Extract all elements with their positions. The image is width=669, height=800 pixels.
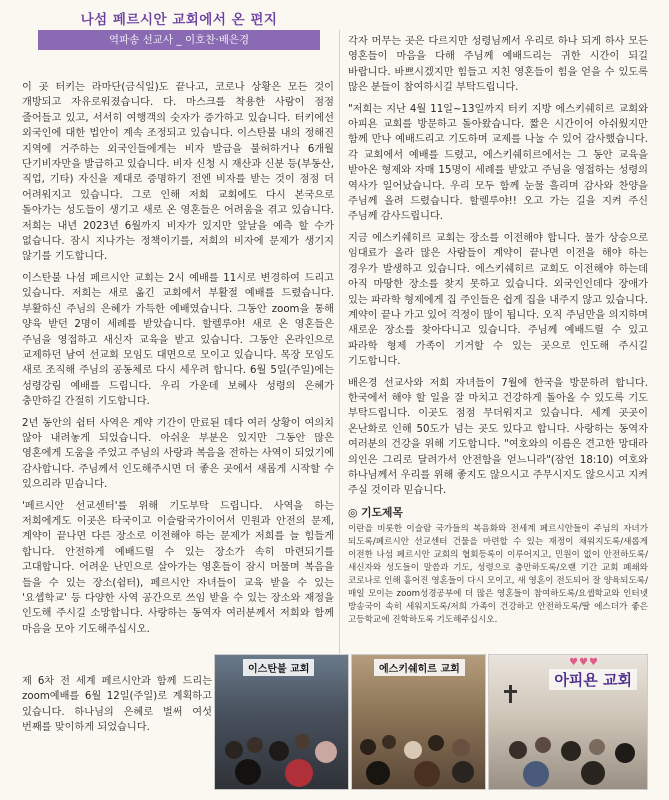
crowd-illustration: [489, 709, 647, 789]
photo-caption: 이스탄불 교회: [243, 659, 314, 676]
page-title: 나섬 페르시안 교회에서 온 편지: [80, 12, 278, 28]
paragraph: 배은경 선교사와 저희 자녀들이 7월에 한국을 방문하려 합니다. 한국에서 해야 할 일을 잘 마치고 건강하게 돌아올 수 있도록 기도 부탁드립니다. 이곳도 점점 무더워지고 있습니다. 세계 곳곳이 온난화로 인해 50도가 넘는 곳도 있다고 합니다. 사랑하는 동역자 여러분의 건강을 위해 기도합니다. "여호와의 이름은 견고한 망대라 의인은 그리로 달려가서 안전함을 얻느니라"(잠언 18:10) 여호와 하나님께서 우리를 위해 좋지도 않으시고 주무시지도 않으시고 지켜 주실 것이라 믿습니다.: [348, 377, 648, 497]
paragraph: 2년 동안의 쉼터 사역은 계약 기간이 만료된 데다 여러 상황이 여의치 않아 내려놓게 되었습니다. 아쉬운 부분은 있지만 그동안 많은 영혼에게 도움을 주었고 주님의 사랑과 복음을 전하는 사역이 되었기에 감사합니다. 주님께서 인도해주시면 더 좋은 곳에서 새롭게 시작할 수 있으리라 믿습니다.: [22, 417, 334, 491]
left-column-bottom: [22, 674, 212, 742]
cross-icon: [509, 685, 512, 703]
crowd-illustration: [215, 709, 348, 789]
photo-istanbul-church: [214, 654, 349, 790]
prayer-heading: ◎ 기도제목: [348, 505, 403, 519]
photo-caption: 아피욘 교회: [549, 669, 637, 690]
byline-banner: 역파송 선교사 _ 이호찬·배은경: [38, 30, 320, 50]
paragraph: 제 6차 전 세계 페르시안과 함께 드리는 zoom예배를 6월 12일(주일)로 계획하고 있습니다. 하나님의 은혜로 벌써 여섯 번째를 맞이하게 되었습니다.: [22, 676, 212, 734]
prayer-text: 이란을 비롯한 이슬람 국가들의 복음화와 전세계 페르시안들이 주님의 자녀가 되도록/페르시안 선교센터 건물을 마련할 수 있는 재정이 채워지도록/새롭게 이전한 나섬 페르시안 교회의 협회등록이 이루어지고, 민원이 없이 안전하도록/새신자와 성도들이 말씀과 기도, 성령으로 충만하도록/오랜 기간 교회 폐쇄와 코로나로 인해 흩어진 영혼들이 다시 모이고, 새 영혼이 전도되어 잘 양육되도록/매일 모이는 zoom성경공부에 더 많은 영혼들이 참여하도록/요셉학교와 인터넷 방송국이 속히 세워지도록/저희 가족이 건강하고 안전하도록/딸 에스더가 좋은 고등학교에 진학하도록 기도해주십시오.: [348, 523, 648, 625]
paragraph: '페르시안 선교센터'를 위해 기도부탁 드립니다. 사역을 하는 저희에게도 이곳은 타국이고 이슬람국가이어서 민원과 안전의 문제, 계약이 끝나면 다른 장소로 이전해야 하는 문제가 저희를 늘 힘들게 합니다. 안전하게 예배드릴 수 있는 장소가 속히 마련되기를 고대합니다. 어려운 난민으로 살아가는 영혼들이 잠시 머물며 복음을 들을 수 있는 장소(쉼터), 페르시안 자녀들이 교육 받을 수 있는 '요셉학교' 등 다양한 사역 공간으로 쓰임 받을 수 있는 장소와 재정을 인도해 주시길 소망합니다. 사랑하는 동역자 여러분께서 저희와 함께 마음을 모아 기도해주십시오.: [22, 500, 334, 635]
paragraph: 각자 머무는 곳은 다르지만 성령님께서 우리로 하나 되게 하사 모든 영혼들이 마음을 다해 주님께 예배드리는 귀한 시간이 되길 바랍니다. 바쁘시겠지만 힘들고 지친 영혼들이 힘을 얻을 수 있도록 많은 분들이 참여하시길 부탁드립니다.: [348, 36, 648, 94]
right-column: [348, 34, 648, 627]
left-column: [22, 80, 334, 643]
hearts-icon: ♥♥♥: [569, 657, 599, 668]
photo-caption: 에스키쉐히르 교회: [374, 659, 465, 676]
paragraph: "저희는 지난 4월 11일~13일까지 터키 지방 에스키쉐히르 교회와 아피욘 교회를 방문하고 돌아왔습니다. 짧은 시간이어 아쉬웠지만 함께 만나 예배드리고 기도하며 교제를 나눌 수 있어 감사했습니다. 각 교회에서 예배를 드렸고, 에스키쉐히르에서는 그 동안 교육을 받아온 형제와 자매 15명이 세례를 받았고 주님을 영접하는 성령의 역사가 일어났습니다. 우리 모두 함께 눈물 흘리며 감사와 찬양을 주님께 올려 드렸습니다. 할렐루야!! 오고 가는 길을 지켜 주신 주님께 감사드립니다.: [348, 103, 648, 223]
photo-eskisehir-church: [351, 654, 486, 790]
paragraph: 지금 에스키쉐히르 교회는 장소를 이전해야 합니다. 물가 상승으로 임대료가 올라 많은 사람들이 계약이 끝나면 이전을 해야 하는 경우가 발생하고 있습니다. 에스키쉐히르 교회도 이전해야 하는데 아직 마땅한 장소를 찾지 못하고 있습니다. 외국인인데다 장애가 있는 파라학 형제에게 집 주인들은 쉽게 집을 내주지 않고 있습니다. 계약이 끝나 가고 있어 걱정이 많이 됩니다. 오직 주님만을 의지하며 새로운 장소를 찾아다니고 있습니다. 주님께 예배드릴 수 있고 파라학 형제 가족이 기거할 수 있는 곳으로 인도해 주시길 기도합니다.: [348, 232, 648, 368]
photo-afyon-church: [488, 654, 648, 790]
paragraph: 이스탄불 나섬 페르시안 교회는 2시 예배를 11시로 변경하여 드리고 있습니다. 저희는 새로 옮긴 교회에서 부활절 예배를 드렸습니다. 부활하신 주님의 은혜가 가득한 예배였습니다. 그동안 zoom을 통해 양육 받던 2명이 세례를 받았습니다. 할렐루야! 새로 온 영혼들은 주님을 영접하고 새신자 교육을 받고 있습니다. 그동안 온라인으로 교제하던 남여 선교회 모임도 대면으로 모이고 있습니다. 목장 모임도 새로 조직해 주님의 공동체로 다시 세우려 합니다. 6월 5일(주일)에는 성령강림 예배를 드립니다. 우리 가운데 보혜사 성령의 은혜가 충만하길 간절히 기도합니다.: [22, 272, 334, 408]
paragraph: 이 곳 터키는 라마단(금식일)도 끝나고, 코로나 상황은 모든 것이 개방되고 자유로워졌습니다. 다. 마스크를 착용한 사람이 점점 줄어들고 있고, 서서히 여행객의 숫자가 증가하고 있습니다. 터키에선 외국인에 대한 법안이 계속 조정되고 있습니다. 이스탄불 내의 정해진 지역에 거주하는 외국인들에게는 비자 발급을 불허하거나 6개월 단기비자만을 발급하고 있습니다. 비자 신청 시 재산과 신분 등(부동산, 직업, 기타) 자신을 제대로 증명하기 전엔 비자를 받는 것이 점점 더 어려워지고 있습니다. 그로 인해 저희 교회에도 다시 본국으로 돌아가는 성도들이 생기고 새로 온 영혼들은 어려움을 겪고 있습니다. 저희는 내년 2023년 6월까지 비자가 있지만 앞날을 예측 할 수가 없습니다. 잠시 지나가는 정책이기를, 저희의 비자에 문제가 생기지 않기를 기도합니다.: [22, 82, 334, 263]
crowd-illustration: [352, 709, 485, 789]
